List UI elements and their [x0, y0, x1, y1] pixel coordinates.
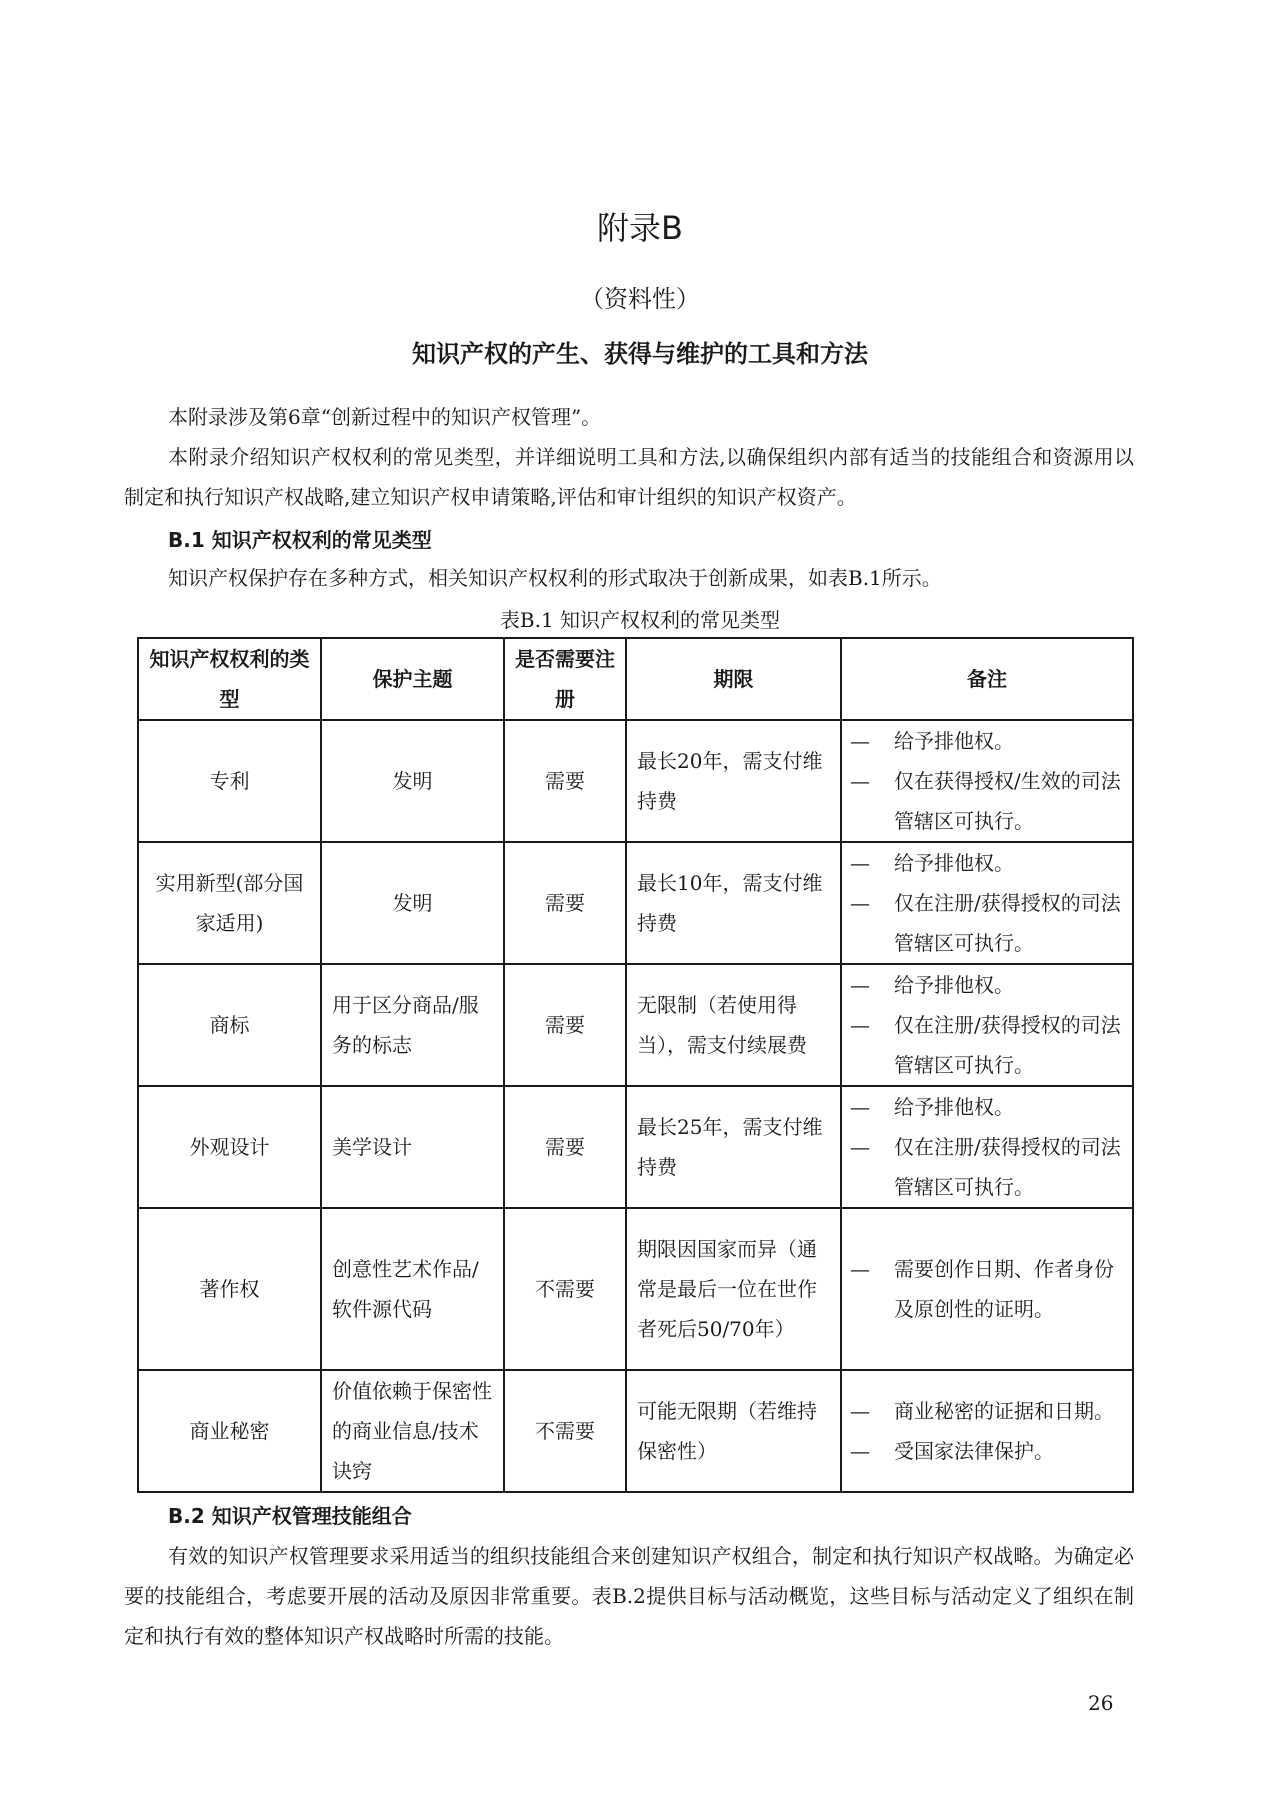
- note-text: 需要创作日期、作者身份及原创性的证明。: [894, 1257, 1114, 1321]
- note-item: [850, 1391, 1124, 1431]
- header-registration: 是否需要注册: [504, 638, 626, 720]
- section-b1-paragraph: 知识产权保护存在多种方式，相关知识产权权利的形式取决于创新成果，如表B.1所示。: [168, 566, 942, 590]
- cell-term: 最长20年，需支付维持费: [626, 720, 841, 842]
- cell-registration: 需要: [504, 720, 626, 842]
- intro-paragraph-2: 本附录介绍知识产权权利的常见类型，并详细说明工具和方法,以确保组织内部有适当的技能组合和资源用以制定和执行知识产权战略,建立知识产权申请策略,评估和审计组织的知识产权资产。: [124, 445, 1134, 509]
- note-item: [850, 721, 1124, 761]
- note-text: 给予排他权。: [894, 851, 1014, 875]
- page-number: 26: [1088, 1691, 1114, 1715]
- note-item: [850, 965, 1124, 1005]
- note-text: 受国家法律保护。: [894, 1439, 1054, 1463]
- cell-notes: [841, 1086, 1133, 1208]
- cell-notes: [841, 720, 1133, 842]
- header-term: 期限: [626, 638, 841, 720]
- cell-subject: 发明: [321, 720, 504, 842]
- cell-registration: 需要: [504, 842, 626, 964]
- cell-term: 可能无限期（若维持保密性）: [626, 1370, 841, 1492]
- cell-registration: 需要: [504, 964, 626, 1086]
- table-row: [138, 842, 1133, 964]
- table-row: [138, 1370, 1133, 1492]
- dash-mark: —: [850, 1013, 870, 1037]
- cell-type: 商业秘密: [138, 1370, 321, 1492]
- appendix-title: 附录B: [597, 209, 683, 247]
- dash-mark: —: [850, 1135, 870, 1159]
- header-subject: 保护主题: [321, 638, 504, 720]
- cell-notes: [841, 842, 1133, 964]
- header-type: 知识产权权利的类型: [138, 638, 321, 720]
- dash-mark: —: [850, 891, 870, 915]
- note-item: [850, 1087, 1124, 1127]
- cell-type: 专利: [138, 720, 321, 842]
- section-b2-heading: B.2 知识产权管理技能组合: [168, 1504, 412, 1528]
- note-item: [850, 843, 1124, 883]
- note-item: [850, 1431, 1124, 1471]
- dash-mark: —: [850, 851, 870, 875]
- note-item: [850, 1127, 1124, 1207]
- intro-paragraph-1: 本附录涉及第6章“创新过程中的知识产权管理”。: [168, 405, 602, 429]
- appendix-subtitle: （资料性）: [580, 285, 700, 313]
- table-row: [138, 1086, 1133, 1208]
- table-header-row: [138, 638, 1133, 720]
- dash-mark: —: [850, 1257, 870, 1281]
- note-text: 仅在获得授权/生效的司法管辖区可执行。: [894, 769, 1121, 833]
- note-text: 给予排他权。: [894, 729, 1014, 753]
- cell-term: 期限因国家而异（通常是最后一位在世作者死后50/70年）: [626, 1208, 841, 1370]
- header-notes: 备注: [841, 638, 1133, 720]
- cell-type: 著作权: [138, 1208, 321, 1370]
- cell-type: 商标: [138, 964, 321, 1086]
- cell-subject: 创意性艺术作品/ 软件源代码: [321, 1208, 504, 1370]
- cell-notes: [841, 1370, 1133, 1492]
- ip-rights-table: [137, 637, 1134, 1493]
- cell-registration: 不需要: [504, 1208, 626, 1370]
- note-item: [850, 761, 1124, 841]
- dash-mark: —: [850, 1399, 870, 1423]
- note-item: [850, 883, 1124, 963]
- cell-notes: [841, 964, 1133, 1086]
- appendix-heading: 知识产权的产生、获得与维护的工具和方法: [412, 340, 868, 368]
- note-item: [850, 1005, 1124, 1085]
- cell-subject: 价值依赖于保密性的商业信息/技术诀窍: [321, 1370, 504, 1492]
- cell-subject: 用于区分商品/服务的标志: [321, 964, 504, 1086]
- note-text: 给予排他权。: [894, 1095, 1014, 1119]
- cell-type: 外观设计: [138, 1086, 321, 1208]
- cell-subject: 发明: [321, 842, 504, 964]
- cell-term: 最长25年，需支付维持费: [626, 1086, 841, 1208]
- cell-registration: 不需要: [504, 1370, 626, 1492]
- dash-mark: —: [850, 769, 870, 793]
- dash-mark: —: [850, 1439, 870, 1463]
- cell-type: 实用新型(部分国家适用): [138, 842, 321, 964]
- cell-notes: [841, 1208, 1133, 1370]
- dash-mark: —: [850, 729, 870, 753]
- cell-term: 最长10年，需支付维持费: [626, 842, 841, 964]
- dash-mark: —: [850, 1095, 870, 1119]
- section-b2-paragraph: 有效的知识产权管理要求采用适当的组织技能组合来创建知识产权组合，制定和执行知识产权战略。为确定必要的技能组合，考虑要开展的活动及原因非常重要。表B.2提供目标与活动概览，这些目标与活动定义了组织在制定和执行有效的整体知识产权战略时所需的技能。: [124, 1544, 1134, 1648]
- dash-mark: —: [850, 973, 870, 997]
- note-text: 仅在注册/获得授权的司法管辖区可执行。: [894, 891, 1121, 955]
- table-row: [138, 1208, 1133, 1370]
- note-text: 给予排他权。: [894, 973, 1014, 997]
- note-item: [850, 1249, 1124, 1329]
- table-row: [138, 720, 1133, 842]
- note-text: 仅在注册/获得授权的司法管辖区可执行。: [894, 1135, 1121, 1199]
- note-text: 商业秘密的证据和日期。: [894, 1399, 1114, 1423]
- section-b1-heading: B.1 知识产权权利的常见类型: [168, 528, 432, 552]
- table-row: [138, 964, 1133, 1086]
- cell-registration: 需要: [504, 1086, 626, 1208]
- cell-subject: 美学设计: [321, 1086, 504, 1208]
- cell-term: 无限制（若使用得当），需支付续展费: [626, 964, 841, 1086]
- note-text: 仅在注册/获得授权的司法管辖区可执行。: [894, 1013, 1121, 1077]
- table-caption: 表B.1 知识产权权利的常见类型: [499, 608, 781, 632]
